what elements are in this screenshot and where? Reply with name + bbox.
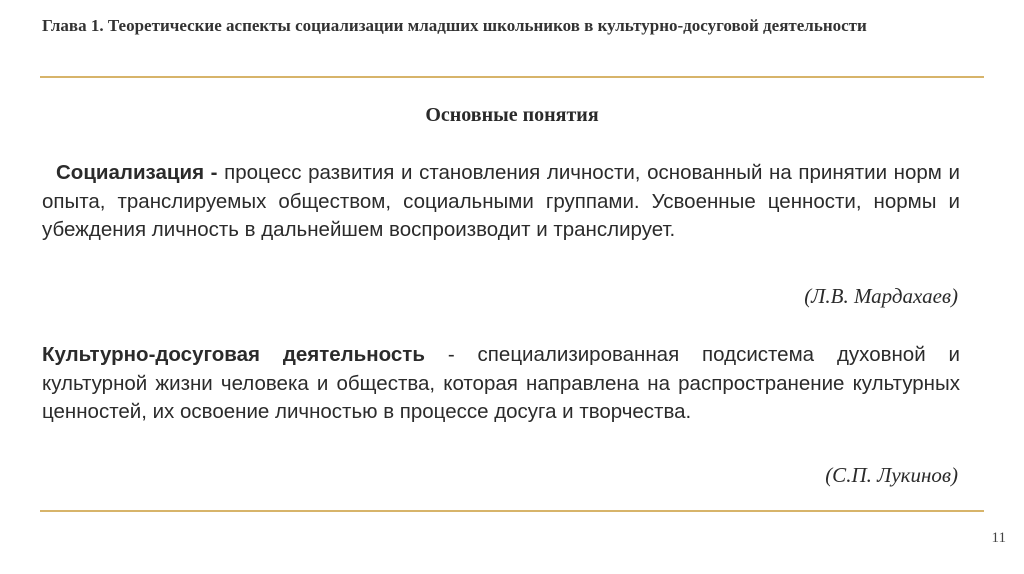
page-number: 11 — [991, 530, 1006, 546]
definition-author: (Л.В. Мардахаев) — [804, 284, 958, 308]
definition-author: (С.П. Лукинов) — [825, 463, 958, 487]
bottom-divider — [40, 510, 984, 512]
slide-title: Глава 1. Теоретические аспекты социализации младших школьников в культурно-досуговой деятельности — [42, 16, 867, 35]
definition-term: Культурно-досуговая деятельность — [42, 343, 425, 366]
definition-text: - специализированная подсистема духовной и культурной жизни человека и общества, которая направлена на распространение культурных ценностей, их освоение личностью в процессе досуга и творчества. — [42, 343, 960, 423]
definition-cultural-leisure — [42, 341, 960, 427]
definition-socialization — [42, 159, 960, 245]
top-divider — [40, 76, 984, 78]
definition-term: Социализация - — [56, 161, 218, 184]
definition-text: процесс развития и становления личности, основанный на принятии норм и опыта, транслируемых обществом, социальными группами. Усвоенные ценности, нормы и убеждения личность в дальнейшем воспроизводит и транслирует. — [42, 161, 960, 241]
section-title: Основные понятия — [425, 104, 599, 126]
